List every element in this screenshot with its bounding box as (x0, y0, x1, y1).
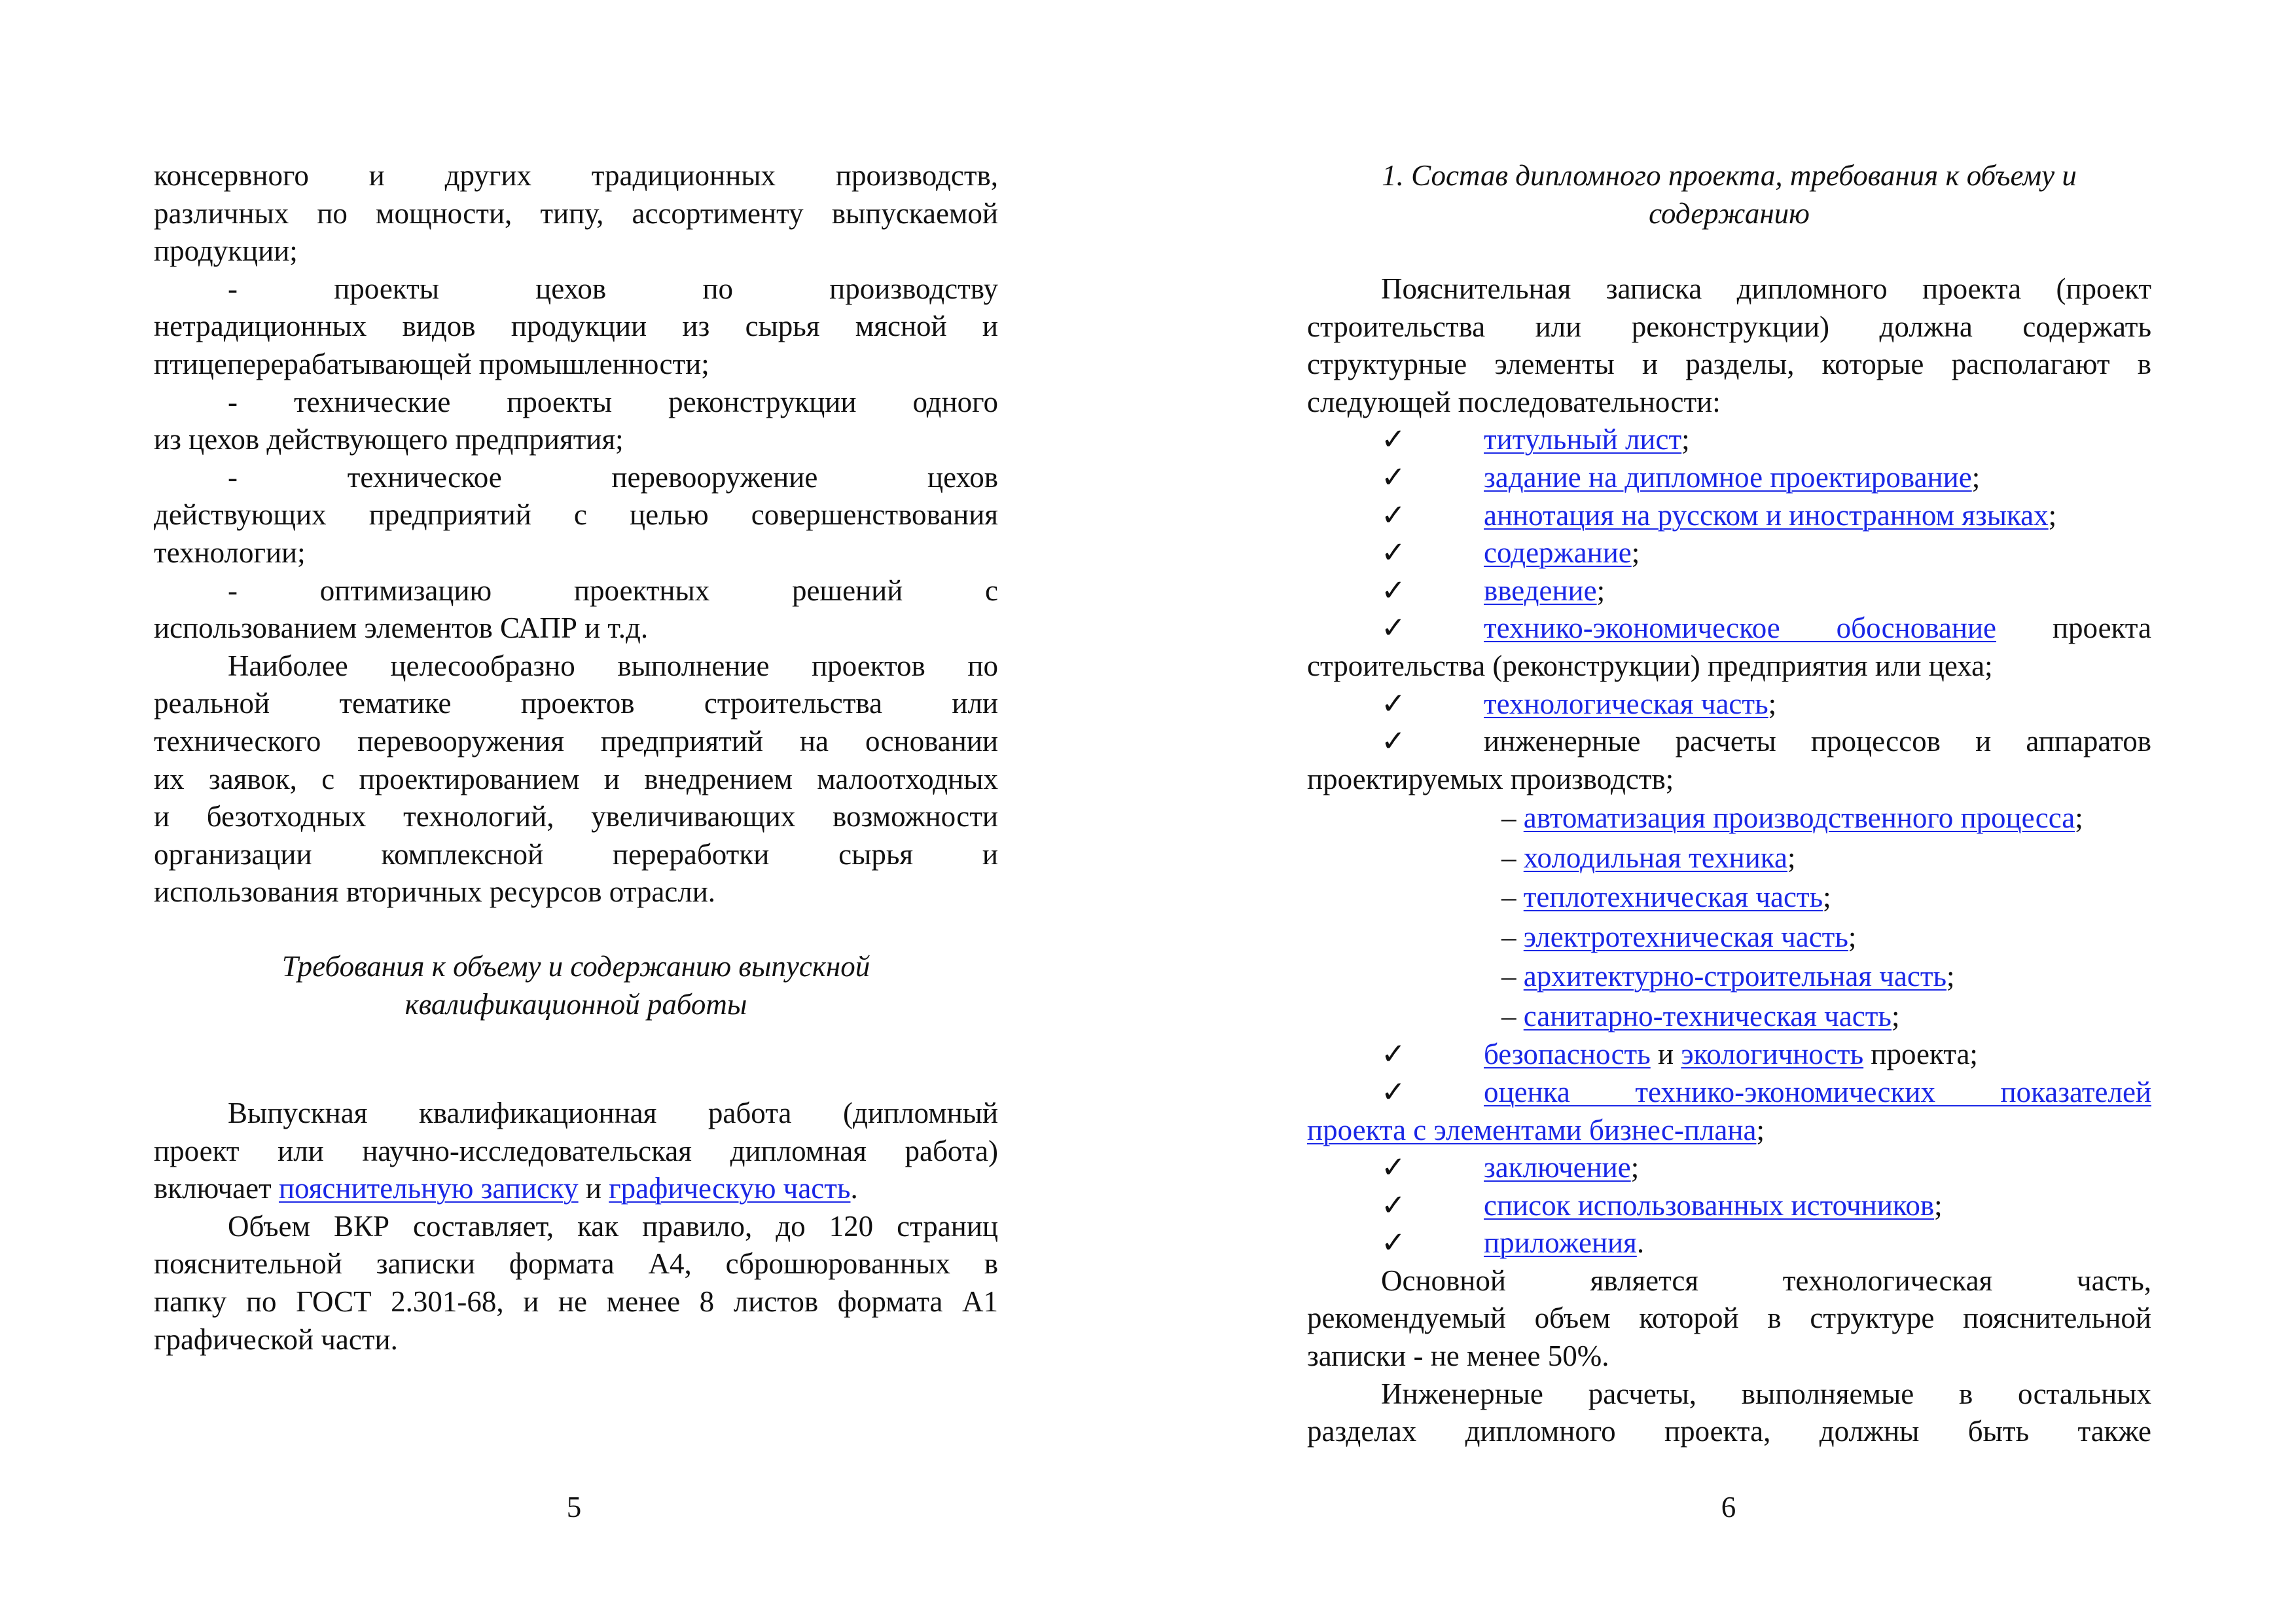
text-line: Пояснительная записка дипломного проекта (проект (1381, 272, 2151, 305)
list-item: ✓ безопасность и экологичность проекта; (1307, 1036, 2151, 1074)
check-icon: ✓ (1381, 498, 1406, 532)
text-line: различных по мощности, типу, ассортименту выпускаемой (154, 196, 998, 230)
technological-part-link[interactable]: технологическая часть (1484, 687, 1768, 720)
sub-list-item: – теплотехническая часть; (1501, 881, 1831, 914)
indicators-link[interactable]: оценка технико-экономических показателей (1484, 1075, 2151, 1108)
list-item: ✓ список использованных источников; (1307, 1187, 2151, 1225)
sub-list-item: – автоматизация производственного процесса; (1501, 801, 2083, 835)
assignment-link[interactable]: задание на дипломное проектирование (1484, 460, 1972, 494)
graphic-part-link[interactable]: графическую часть (609, 1172, 851, 1205)
list-item: - техническое перевооружение цехов (228, 460, 998, 494)
sub-list-item: – холодильная техника; (1501, 841, 1796, 874)
text-line: следующей последовательности: (1307, 385, 1721, 418)
text-line: их заявок, с проектированием и внедрением малоотходных (154, 762, 998, 795)
explanatory-note-link[interactable]: пояснительную записку (278, 1172, 579, 1205)
text-line: консервного и других традиционных производств, (154, 159, 998, 192)
appendices-link[interactable]: приложения (1484, 1226, 1637, 1260)
check-icon: ✓ (1381, 611, 1406, 645)
text-line: Инженерные расчеты, выполняемые в остальных (1381, 1377, 2151, 1410)
text-line: проектируемых производств; (1307, 762, 1674, 795)
text-line: реальной тематике проектов строительства или (154, 687, 998, 720)
list-item: ✓ задание на дипломное проектирование; (1307, 459, 2151, 497)
text-line: действующих предприятий с целью совершенствования (154, 498, 998, 532)
list-item: ✓ технико-экономическое обоснование проекта (1307, 610, 2151, 647)
vkr-paragraph (154, 1095, 998, 1359)
list-item: ✓ заключение; (1307, 1149, 2151, 1187)
list-item: ✓ титульный лист; (1307, 421, 2151, 459)
check-icon: ✓ (1381, 1151, 1406, 1184)
text-line: использованием элементов САПР и т.д. (154, 611, 649, 645)
text-line: продукции; (154, 234, 298, 268)
text-line: технического перевооружения предприятий на основании (154, 724, 998, 757)
list-item: ✓ аннотация на русском и иностранном языках; (1307, 497, 2151, 535)
list-item: - технические проекты реконструкции одного (228, 385, 998, 418)
text-line: использования вторичных ресурсов отрасли. (154, 875, 716, 909)
check-icon: ✓ (1381, 460, 1406, 494)
abstract-link[interactable]: аннотация на русском и иностранном языках (1484, 498, 2049, 532)
text-line: рекомендуемый объем которой в структуре пояснительной (1307, 1302, 2151, 1335)
check-icon: ✓ (1381, 725, 1406, 758)
page-number: 5 (566, 1491, 582, 1523)
sub-list-item: – санитарно-техническая часть; (1501, 999, 1900, 1032)
sub-list-item: – архитектурно-строительная часть; (1501, 960, 1955, 993)
business-plan-link[interactable]: проекта с элементами бизнес-плана (1307, 1113, 1757, 1146)
text-line: записки - не менее 50%. (1307, 1340, 1609, 1373)
text-line: пояснительной записки формата А4, сброшюрованных в (154, 1247, 998, 1281)
check-icon: ✓ (1381, 574, 1406, 607)
text-line: структурные элементы и разделы, которые располагают в (1307, 348, 2151, 381)
text-line: графической части. (154, 1322, 398, 1356)
conclusion-link[interactable]: заключение (1484, 1151, 1631, 1184)
introduction-link[interactable]: введение (1484, 574, 1597, 607)
list-item: ✓ приложения. (1307, 1224, 2151, 1262)
refrigeration-link[interactable]: холодильная техника (1523, 841, 1787, 874)
sub-list-item: – электротехническая часть; (1501, 920, 1857, 953)
references-link[interactable]: список использованных источников (1484, 1188, 1935, 1222)
text-line: проект или научно-исследовательская дипломная работа) (154, 1134, 998, 1167)
safety-link[interactable]: безопасность (1484, 1038, 1651, 1071)
text-line: птицеперерабатывающей промышленности; (154, 347, 709, 380)
list-item (1307, 1074, 2151, 1112)
section-heading: Требования к объему и содержанию выпускной квалификационной работы (281, 950, 870, 1021)
contents-link[interactable]: содержание (1484, 536, 1632, 570)
heat-engineering-link[interactable]: теплотехническая часть (1523, 881, 1823, 914)
page-number: 6 (1721, 1491, 1736, 1523)
check-icon: ✓ (1381, 536, 1406, 570)
paragraph-line: Наиболее целесообразно выполнение проектов по (228, 649, 998, 682)
check-icon: ✓ (1381, 423, 1406, 456)
check-icon: ✓ (1381, 1188, 1406, 1222)
right-text-column (1307, 270, 2151, 1451)
right-page (1148, 0, 2296, 1623)
list-item: ✓ содержание; (1307, 534, 2151, 572)
text-line: из цехов действующего предприятия; (154, 423, 624, 456)
text-line: технологии; (154, 536, 306, 569)
ecology-link[interactable]: экологичность (1681, 1038, 1864, 1071)
text-line: включает пояснительную записку и графическую часть. (154, 1172, 858, 1205)
text-line: строительства или реконструкции) должна содержать (1307, 310, 2151, 343)
check-icon: ✓ (1381, 1226, 1406, 1260)
text-line: нетрадиционных видов продукции из сырья мясной и (154, 310, 998, 343)
list-item: - оптимизацию проектных решений с (228, 574, 999, 607)
text-line: Основной является технологическая часть, (1381, 1264, 2151, 1297)
text-line: организации комплексной переработки сырья и (154, 837, 998, 871)
list-item: ✓ технологическая часть; (1307, 685, 2151, 723)
text-line: проекта с элементами бизнес-плана; (1307, 1113, 1765, 1146)
electrical-link[interactable]: электротехническая часть (1523, 920, 1848, 953)
text-line: и безотходных технологий, увеличивающих возможности (154, 800, 998, 833)
check-icon: ✓ (1381, 1038, 1406, 1071)
text-line: папку по ГОСТ 2.301-68, и не менее 8 листов формата А1 (154, 1285, 998, 1318)
left-text-column (154, 157, 998, 911)
text-line: строительства (реконструкции) предприятия или цеха; (1307, 649, 1993, 682)
automation-link[interactable]: автоматизация производственного процесса (1523, 801, 2075, 835)
list-item: - проекты цехов по производству (228, 272, 998, 305)
text-line: разделах дипломного проекта, должны быть также (1307, 1415, 2151, 1448)
check-icon: ✓ (1381, 687, 1406, 720)
architecture-link[interactable]: архитектурно-строительная часть (1523, 960, 1947, 993)
feasibility-study-link[interactable]: технико-экономическое обоснование (1484, 611, 1997, 645)
list-item: ✓ введение; (1307, 572, 2151, 610)
title-page-link[interactable]: титульный лист (1484, 423, 1682, 456)
section-heading: 1. Состав дипломного проекта, требования к объему и содержанию (1382, 159, 2077, 230)
text-line: Выпускная квалификационная работа (дипломный (228, 1097, 998, 1129)
check-icon: ✓ (1381, 1075, 1406, 1108)
list-item: ✓ инженерные расчеты процессов и аппаратов (1307, 723, 2151, 761)
text-line: Объем ВКР составляет, как правило, до 120 страниц (228, 1209, 998, 1243)
sanitary-link[interactable]: санитарно-техническая часть (1523, 999, 1892, 1032)
